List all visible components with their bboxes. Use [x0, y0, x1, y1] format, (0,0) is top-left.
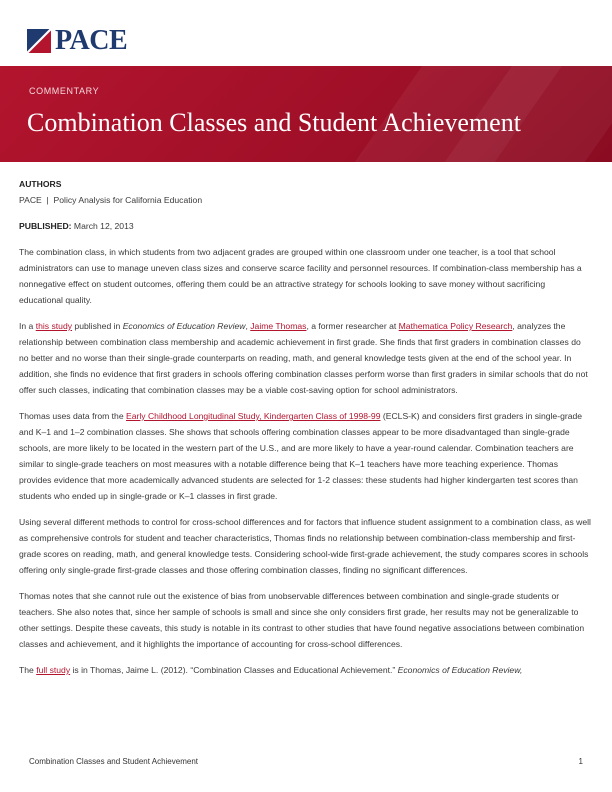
paragraph-2 [19, 318, 591, 398]
published-line [19, 218, 591, 234]
text-run: , analyzes the relationship between combination class membership and academic achievement in first grade. She finds that first graders in combination classes do no better and no worse than their single-grade counterparts on reading, math, and general knowledge tests given at the end of the school year. In addition, she finds no evidence that first graders in schools offering combination classes perform worse than first graders in similar schools that do not offer such classes, indicating that combination classes may be a viable cost-saving option for school administrators. [19, 321, 588, 395]
published-date: March 12, 2013 [73, 221, 134, 231]
paragraph-4: Using several different methods to control for cross-school differences and for factors that influence student assignment to a combination class, as well as comprehensive controls for student and teacher characteristics, Thomas finds no relationship between combination-class membership and first-grade scores on reading, math, and general knowledge tests. Considering school-wide first-grade achievement, the study compares scores in schools offering only single-grade first-grade classes and those offering combination classes, finding no significant differences. [19, 517, 591, 575]
text-run: is in Thomas, Jaime L. (2012). “Combination Classes and Educational Achievement.” [70, 665, 398, 675]
authors-list: PACE | Policy Analysis for California Education [19, 195, 203, 205]
mathematica-link[interactable]: Mathematica Policy Research [398, 321, 513, 331]
page-number: 1 [578, 757, 583, 766]
page-footer [29, 757, 583, 766]
authors-heading: AUTHORS [19, 179, 62, 189]
pace-flag-icon [27, 29, 51, 53]
footer-title: Combination Classes and Student Achievement [29, 757, 198, 766]
text-run: (ECLS-K) and considers first graders in single-grade and K–1 and 1–2 combination classes. She shows that schools offering combination classes appear to be more disadvantaged than single-grade schools, are more likely to be located in the western part of the U.S., and are more likely to have a year-round calendar. Combination teachers are similar to single-grade teachers on most measures with a notable difference being that K–1 teachers have more teaching experience. Thomas provides evidence that more academically advanced students are selected for 1-2 classes: these students had higher kindergarten test scores than students who ended up in single-grade or K–1 classes in first grade. [19, 411, 583, 501]
text-run: Thomas uses data from the [19, 411, 126, 421]
paragraph-5: Thomas notes that she cannot rule out the existence of bias from unobservable differences between combination and single-grade students or teachers. She also notes that, since her sample of schools is small and since she only considers first grade, her results may not be generalizable to other settings. Despite these caveats, this study is notable in its contrast to other studies that have found negative associations between combination classes and achievement, and it highlights the importance of accounting for cross-school differences. [19, 591, 585, 649]
journal-name: Economics of Education Review [122, 321, 246, 331]
journal-name: Economics of Education Review, [397, 665, 523, 675]
text-run: , [245, 321, 251, 331]
text-run: The [19, 665, 37, 675]
paragraph-1: The combination class, in which students from two adjacent grades are grouped within one classroom under one teacher, is a tool that school administrators can use to manage uneven class sizes and conserve scarce facility and personnel resources. If combination-class membership has a nonnegative effect on student outcomes, offering them could be an attractive strategy for schools looking to save money without sacrificing educational quality. [19, 247, 582, 305]
author-link[interactable]: Jaime Thomas [250, 321, 307, 331]
text-run: , a former researcher at [306, 321, 399, 331]
paragraph-3 [19, 408, 591, 504]
logo-text: PACE [55, 25, 128, 56]
header-banner [0, 66, 612, 162]
ecls-k-link[interactable]: Early Childhood Longitudinal Study, Kindergarten Class of 1998-99 [126, 411, 381, 421]
category-label: COMMENTARY [29, 86, 100, 96]
page-title: Combination Classes and Student Achievement [27, 108, 521, 137]
pace-logo[interactable] [27, 27, 127, 55]
this-study-link[interactable]: this study [35, 321, 73, 331]
article-body [19, 176, 591, 688]
full-study-link[interactable]: full study [36, 665, 71, 675]
paragraph-6 [19, 662, 591, 678]
published-label: PUBLISHED: [19, 221, 72, 231]
text-run: In a [19, 321, 36, 331]
text-run: published in [72, 321, 123, 331]
